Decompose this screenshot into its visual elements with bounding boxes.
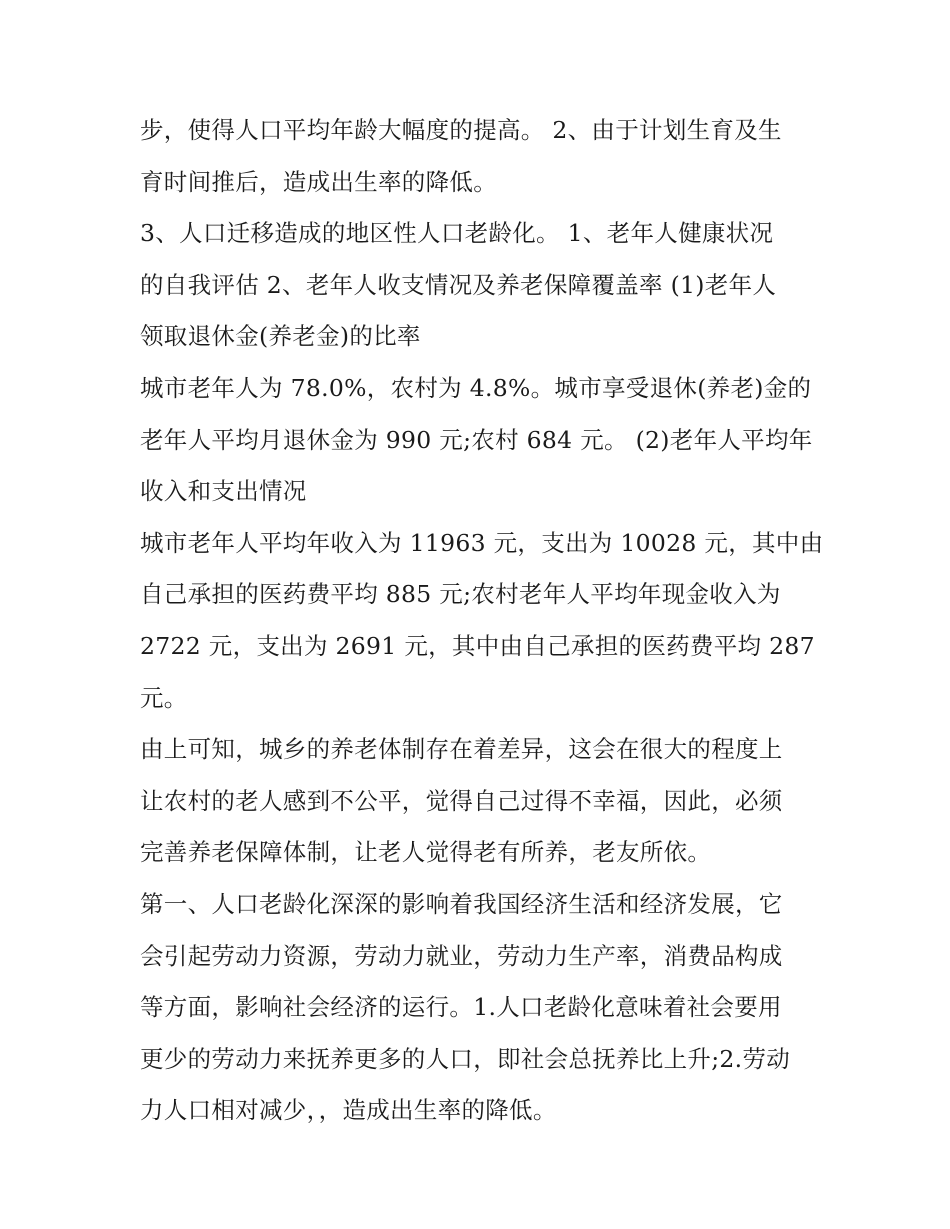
- text-line: 会引起劳动力资源，劳动力就业，劳动力生产率，消费品构成: [140, 941, 783, 970]
- paragraph-income-expense: [140, 518, 824, 724]
- text-line: 城市老年人为 78.0%，农村为 4.8%。城市享受退休(养老)金的: [140, 373, 812, 402]
- text-line: 第一、人口老龄化深深的影响着我国经济生活和经济发展，它: [140, 889, 783, 918]
- paragraph-migration: [140, 208, 820, 363]
- text-line: 让农村的老人感到不公平，觉得自己过得不幸福，因此，必须: [140, 786, 783, 815]
- paragraph-aging-causes: [140, 105, 820, 208]
- text-line: 等方面，影响社会经济的运行。1.人口老龄化意味着社会要用: [140, 993, 782, 1022]
- text-line: 完善养老保障体制，让老人觉得老有所养，老友所依。: [140, 838, 712, 867]
- text-line: 育时间推后，造成出生率的降低。: [140, 167, 497, 196]
- text-line: 元。: [140, 683, 188, 712]
- text-line: 由上可知，城乡的养老体制存在着差异，这会在很大的程度上: [140, 735, 783, 764]
- document-body: [140, 105, 824, 1137]
- text-line: 更少的劳动力来抚养更多的人口，即社会总抚养比上升;2.劳动: [140, 1044, 791, 1073]
- text-line: 城市老年人平均年收入为 11963 元，支出为 10028 元，其中由: [140, 528, 824, 557]
- text-line: 自己承担的医药费平均 885 元;农村老年人平均年现金收入为: [140, 580, 781, 609]
- text-line: 步，使得人口平均年龄大幅度的提高。 2、由于计划生育及生: [140, 116, 782, 144]
- text-line: 2722 元，支出为 2691 元，其中由自己承担的医药费平均 287: [140, 631, 815, 660]
- text-line: 的自我评估 2、老年人收支情况及养老保障覆盖率 (1)老年人: [140, 270, 777, 299]
- text-line: 力人口相对减少，，造成出生率的降低。: [140, 1096, 557, 1125]
- paragraph-urban-rural-gap: [140, 724, 820, 879]
- text-line: 3、人口迁移造成的地区性人口老龄化。 1、老年人健康状况: [140, 219, 774, 248]
- text-line: 领取退休金(养老金)的比率: [140, 322, 421, 351]
- text-line: 收入和支出情况: [140, 477, 307, 506]
- paragraph-economic-impact: [140, 879, 820, 1137]
- paragraph-pension-rate: [140, 363, 820, 518]
- text-line: 老年人平均月退休金为 990 元;农村 684 元。 (2)老年人平均年: [140, 425, 813, 454]
